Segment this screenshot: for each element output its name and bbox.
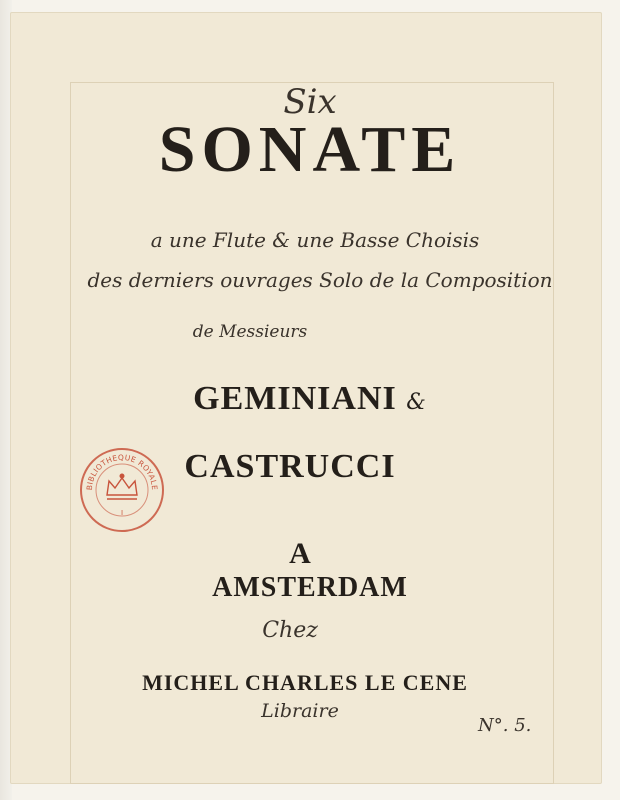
chez-label: Chez — [262, 618, 318, 643]
catalog-number: N°. 5. — [478, 715, 532, 736]
crown-icon — [107, 474, 137, 499]
title-six: Six — [283, 82, 337, 122]
stamp-text: BIBLIOTHEQUE ROYALE — [84, 452, 160, 491]
title-sonate: SONATE — [158, 113, 462, 186]
composer-geminiani: GEMINIANI — [193, 380, 397, 417]
subtitle-line-2: des derniers ouvrages Solo de la Composition — [87, 268, 553, 292]
place-city: AMSTERDAM — [212, 572, 408, 603]
librairie-label: Libraire — [261, 700, 339, 722]
place-preposition: A — [289, 537, 311, 570]
library-stamp — [79, 447, 165, 533]
publisher-name: MICHEL CHARLES LE CENE — [142, 670, 468, 695]
composer-castrucci: CASTRUCCI — [184, 448, 396, 485]
stamp-mark: I — [120, 509, 124, 517]
subtitle-line-3: de Messieurs — [192, 322, 308, 342]
subtitle-line-1: a une Flute & une Basse Choisis — [150, 228, 480, 252]
ampersand: & — [406, 390, 427, 415]
composer-line-1 — [0, 380, 620, 418]
